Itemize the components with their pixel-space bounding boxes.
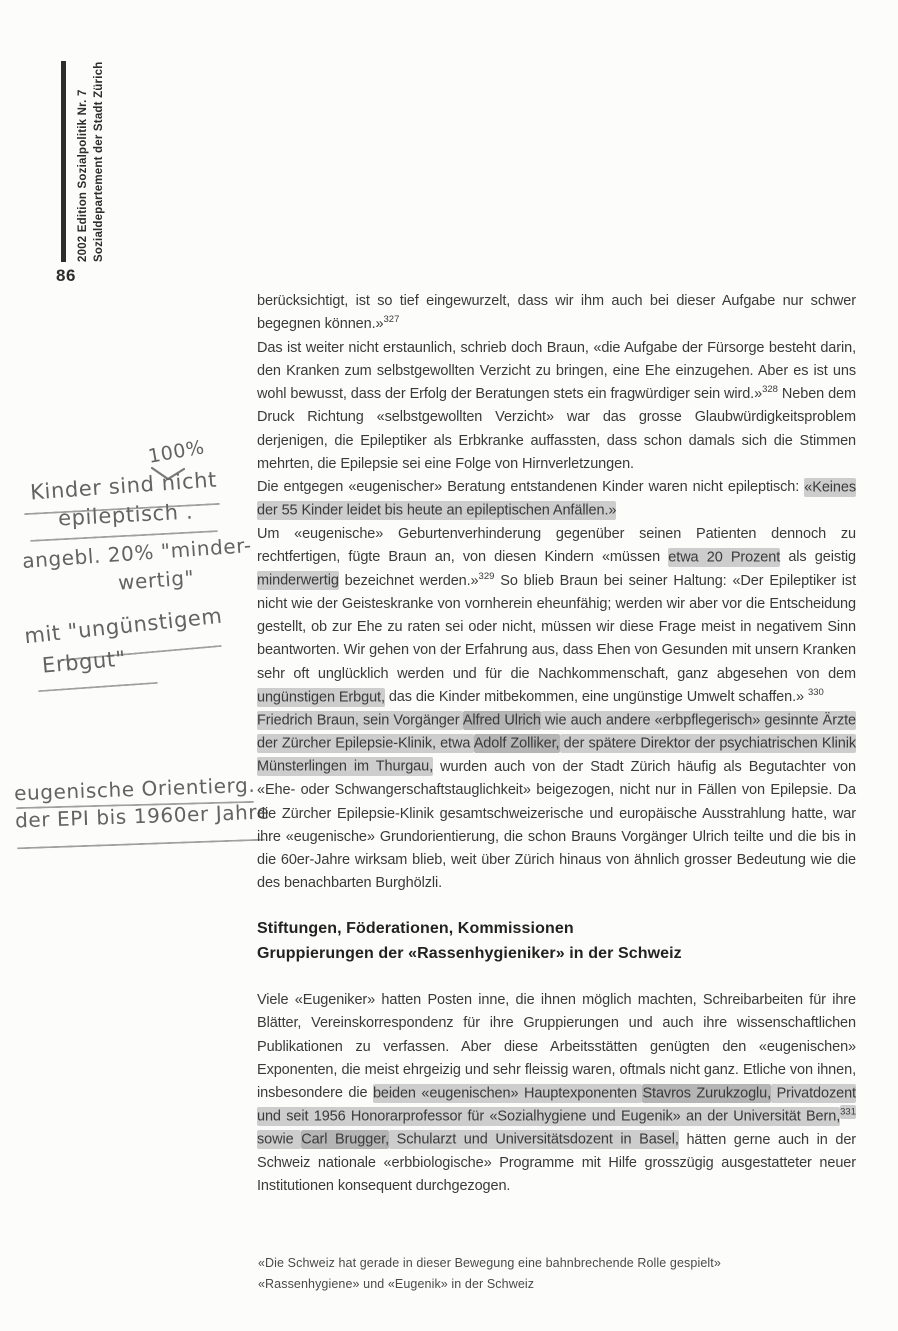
footer-caption xyxy=(258,1253,721,1294)
margin-note-erbgut: Erbgut" xyxy=(41,646,127,678)
body-text-column xyxy=(257,290,856,896)
imprint-line-1: 2002 Edition Sozialpolitik Nr. 7 xyxy=(77,89,89,262)
margin-note-wertig: wertig" xyxy=(117,565,196,595)
margin-note-angeblich: angebl. 20% "minder- xyxy=(21,533,253,573)
margin-note-eugenische-orientierung: eugenische Orientierg. xyxy=(13,772,256,806)
underline-stroke xyxy=(38,682,158,692)
paragraph-friedrich-braun: Friedrich Braun, sein Vorgänger Alfred Ulrich wie auch andere «erbpflegerisch» gesinnte Ärzte der Zürcher Epilepsie-Klinik, etwa Adolf Zolliker, der spätere Direktor der psychiatrischen Klinik Münsterlingen im Thurgau, wurden auch von der Stadt Zürich häufig als Begutachter von «Ehe- oder Schwangerschaftstauglichkeit» beigezogen, nicht nur in Fällen von Epilepsie. Da die Zürcher Epilepsie-Klinik gesamtschweizerische und europäische Ausstrahlung hatte, war ihre «eugenische» Grundorientierung, die schon Brauns Vorgänger Ulrich teilte und die bis in die 60er-Jahre wirksam blieb, weit über Zürich hinaus von ähnlich grosser Bedeutung wie die des benachbarten Burghölzli. xyxy=(257,712,857,892)
margin-note-unguenstigem: mit "ungünstigem xyxy=(23,603,224,649)
margin-note-epileptisch: epileptisch . xyxy=(57,499,194,531)
edition-imprint xyxy=(76,60,107,262)
paragraph-55-kinder: Die entgegen «eugenischer» Beratung entstandenen Kinder waren nicht epileptisch: «Keines der 55 Kinder leidet bis heute an epileptischen Anfällen.» xyxy=(257,479,856,519)
section-heading-line-1: Stiftungen, Föderationen, Kommissionen xyxy=(257,920,574,937)
paragraph-eugeniker-posten: Viele «Eugeniker» hatten Posten inne, die ihnen möglich machten, Schreibarbeiten für ihre Blätter, Vereinskorrespondenz für ihre Gruppierungen und auch ihre wissenschaftlichen Publikationen zu verfassen. Aber diese Arbeitsstätten genügten den «eugenischen» Exponenten, die meist ehrgeizig und sehr fleissig waren, oftmals nicht ganz. Etliche von ihnen, insbesondere die beiden «eugenischen» Hauptexponenten Stavros Zurukzoglu, Privatdozent und seit 1956 Honorarprofessor für «Sozialhygiene und Eugenik» an der Universität Bern,$^{331}$ sowie Carl Brugger, Schularzt und Universitätsdozent in Basel, hätten gerne auch in der Schweiz nationale «erbbiologische» Programme mit Hilfe grosszügig ausgestatteter neuer Institutionen konsequent durchgezogen. xyxy=(257,992,857,1195)
section-heading-line-2: Gruppierungen der «Rassenhygieniker» in der Schweiz xyxy=(257,945,682,962)
page-number: 86 xyxy=(56,266,76,285)
paragraph-fuersorge: Das ist weiter nicht erstaunlich, schrieb doch Braun, «die Aufgabe der Fürsorge besteht darin, den Kranken zum selbstgewollten Verzicht zu bringen, eine Ehe einzugehen. Aber es ist uns wohl bewusst, dass der Erfolg der Beratungen stets ein fragwürdiger sein wird.»$^{328}$ Neben dem Druck Richtung «selbstgewollten Verzicht» war das grosse Glaubwürdigkeitsproblem derjenigen, die Epileptiker als Erbkranke auffassten, dass schon damals sich die Stimmen mehrten, die Epilepsie sei eine Folge von Hirnverletzungen. xyxy=(257,339,856,473)
paragraph-geburtenverhinderung: Um «eugenische» Geburtenverhinderung gegenüber seinen Patienten dennoch zu rechtfertigen, fügte Braun an, von diesen Kindern «müssen etwa 20 Prozent als geistig minderwertig bezeichnet werden.»$^{329}$ So blieb Braun bei seiner Haltung: «Der Epileptiker ist nicht wie der Geisteskranke von vornherein eheunfähig; werden wir aber vor die Entscheidung gestellt, ob zur Ehe zu raten sei oder nicht, müssen wir diese Frage meist in negativem Sinn beantworten. Wir gehen von der Erfahrung aus, dass Ehen von Gesunden mit unsern Kranken sehr oft unglücklich werden und für die Nachkommenschaft, ganz abgesehen von dem ungünstigen Erbgut, das die Kinder mitbekommen, eine ungünstige Umwelt schaffen.» $^{330}$ xyxy=(257,525,857,706)
footer-caption-line-1: «Die Schweiz hat gerade in dieser Bewegung eine bahnbrechende Rolle gespielt» xyxy=(258,1256,721,1270)
body-text-column-lower xyxy=(257,989,856,1199)
paragraph-beruecksichtigt: berücksichtigt, ist so tief eingewurzelt, dass wir ihm auch bei dieser Aufgabe nur schwer begegnen können.»$^{327}$ xyxy=(257,293,856,333)
margin-note-epi-1960er: der EPI bis 1960er Jahre xyxy=(14,799,271,833)
section-heading xyxy=(257,916,682,966)
footer-caption-line-2: «Rassenhygiene» und «Eugenik» in der Schweiz xyxy=(258,1276,535,1291)
margin-note-100-percent: 100% xyxy=(146,436,207,468)
imprint-line-2: Sozialdepartement der Stadt Zürich xyxy=(92,61,105,262)
underline-stroke xyxy=(17,839,265,850)
imprint-rule xyxy=(61,61,66,262)
margin-note-kinder: Kinder sind nicht xyxy=(29,467,218,505)
